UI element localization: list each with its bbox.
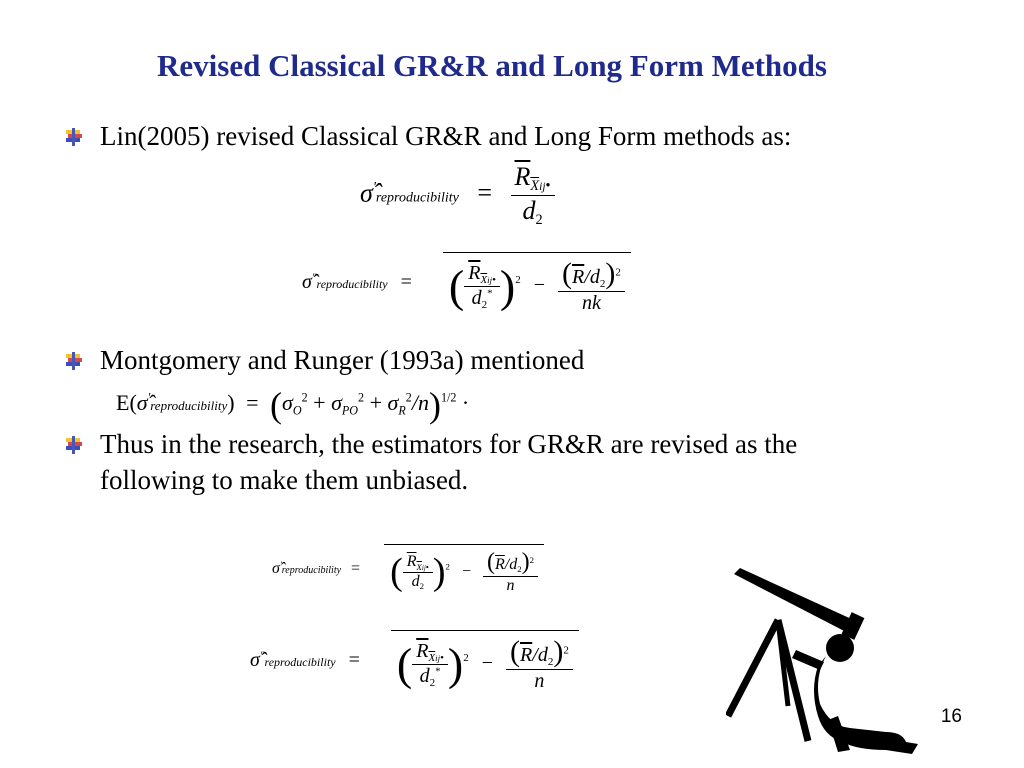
equation-reproducibility-double-prime: σ̂"reproducibility = ( $\frac{\overline{R}_{\overline{X}ij•}}{d_2^*}$ )$^2$ − $\frac{(\overline{R}/d_2)^2}{nk}$: [302, 252, 631, 315]
equation-expectation: E(σ̂'reproducibility) = $(\sigma_O^2 + \sigma_{PO}^2 + \sigma_R^2/n)^{1/2}$ ·: [116, 385, 470, 425]
bullet-text-continuation: following to make them unbiased.: [100, 465, 469, 495]
telescope-viewer-icon: [726, 566, 926, 756]
book-stack-icon: [64, 436, 84, 454]
book-stack-icon: [64, 352, 84, 370]
bullet-text: Thus in the research, the estimators for GR&R are revised as the: [100, 429, 798, 459]
equation-revised-double-prime: σ̂"reproducibility = ( $\frac{\overline{R}_{\overline{X}ij•}}{d_2^*}$ )$^2$ − $\frac{(\overline{R}/d_2)^2}{n}$: [250, 630, 579, 693]
bullet-text: Montgomery and Runger (1993a) mentioned: [100, 345, 585, 375]
equation-revised-prime: σ̂'reproducibility = ( $\frac{\overline{R}_{\overline{X}ij•}}{d_2}$ )$^2$ − $\frac{(\overline{R}/d_2)^2}{n}$: [272, 544, 544, 595]
page-number: 16: [940, 706, 962, 727]
slide-title: Revised Classical GR&R and Long Form Methods: [157, 48, 827, 83]
bullet-text: Lin(2005) revised Classical GR&R and Long Form methods as:: [100, 121, 792, 151]
book-stack-icon: [64, 128, 84, 146]
equation-reproducibility-prime: σ̂'reproducibility = $\frac{\overline{R}_{\overline{X}ij•}}{d_2}$: [360, 162, 555, 229]
